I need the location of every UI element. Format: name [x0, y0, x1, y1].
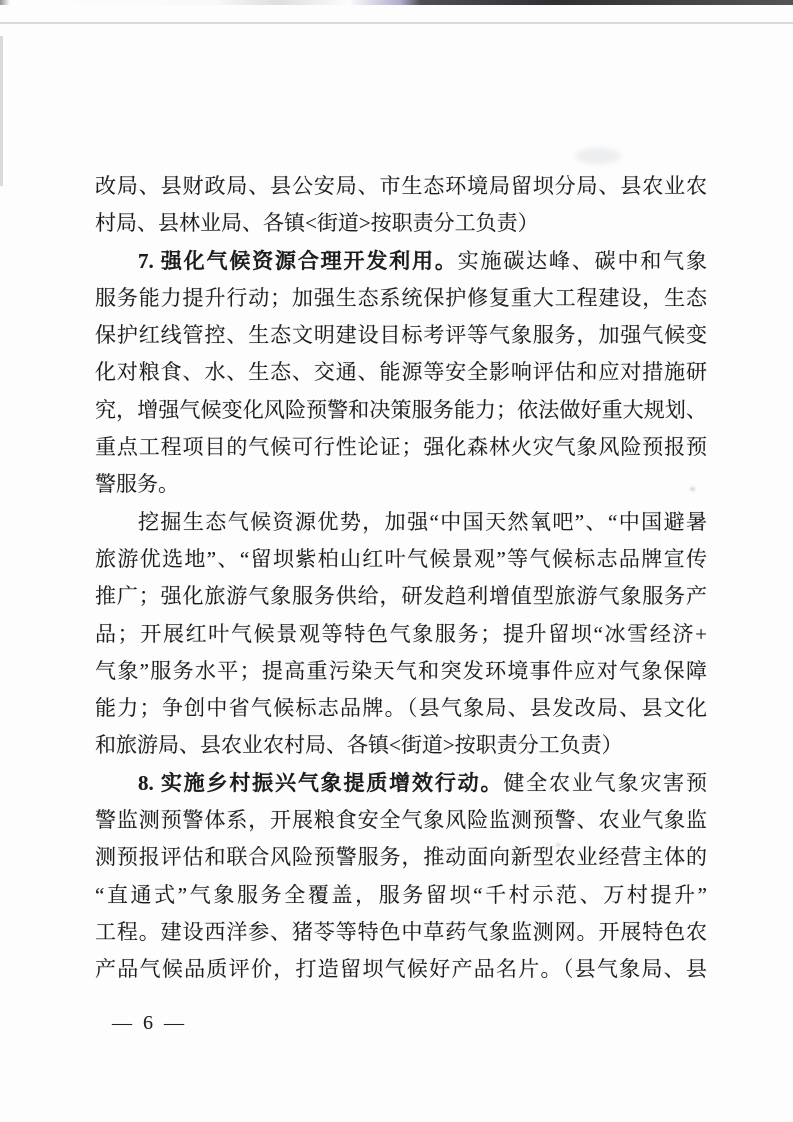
body-text: 旅游优选地”、“留坝紫柏山红叶气候景观”等气候标志品牌宣传 [95, 546, 707, 571]
body-text: 服务能力提升行动；加强生态系统保护修复重大工程建设，生态 [95, 285, 707, 310]
body-text: 和旅游局、县农业农村局、各镇<街道>按职责分工负责） [95, 733, 623, 758]
text-line [95, 205, 707, 242]
body-text: 重点工程项目的气候可行性论证；强化森林火灾气象风险预报预 [95, 435, 707, 460]
body-text: 测预报评估和联合风险预警服务，推动面向新型农业经营主体的 [95, 845, 707, 870]
text-line [95, 392, 707, 429]
text-line [95, 839, 707, 876]
body-text: 保护红线管控、生态文明建设目标考评等气象服务，加强气候变 [95, 323, 707, 348]
body-text: 能力；争创中省气候标志品牌。（县气象局、县发改局、县文化 [95, 696, 707, 721]
text-line [95, 951, 707, 988]
text-line [95, 727, 707, 764]
page-number: — 6 — [112, 1012, 187, 1034]
body-text: 化对粮食、水、生态、交通、能源等安全影响评估和应对措施研 [95, 360, 707, 385]
text-line [95, 317, 707, 354]
body-text: 品；开展红叶气候景观等特色气象服务；提升留坝“冰雪经济+ [95, 621, 707, 646]
body-text: 挖掘生态气候资源优势，加强“中国天然氧吧”、“中国避暑 [138, 509, 707, 534]
text-block [95, 168, 707, 989]
body-text: 工程。建设西洋参、猪苓等特色中草药气象监测网。开展特色农 [95, 919, 707, 944]
body-text: 实施碳达峰、碳中和气象 [457, 248, 708, 273]
body-text: 警监测预警体系，开展粮食安全气象风险监测预警、农业气象监 [95, 808, 707, 833]
text-line [95, 578, 707, 615]
text-line [95, 280, 707, 317]
body-text: “直通式”气象服务全覆盖，服务留坝“千村示范、万村提升” [95, 882, 707, 907]
scan-artifact-left-edge [0, 36, 3, 186]
text-line [95, 504, 707, 541]
text-line [95, 354, 707, 391]
text-line [95, 616, 707, 653]
text-line [95, 653, 707, 690]
body-text: 气象”服务水平；提高重污染天气和突发环境事件应对气象保障 [95, 658, 707, 683]
scan-artifact-top-edge [0, 0, 793, 5]
scan-artifact-speck [575, 148, 621, 164]
text-line [95, 541, 707, 578]
scan-artifact-fold-line [0, 22, 793, 24]
text-line [95, 765, 707, 802]
body-text: 改局、县财政局、县公安局、市生态环境局留坝分局、县农业农 [95, 174, 707, 198]
text-line [95, 914, 707, 951]
text-line [95, 466, 707, 503]
body-text: 推广；强化旅游气象服务供给，研发趋利增值型旅游气象服务产 [95, 584, 707, 609]
body-text: 健全农业气象灾害预 [503, 770, 708, 795]
text-line [95, 690, 707, 727]
body-text: 产品气候品质评价，打造留坝气候好产品名片。（县气象局、县 [95, 957, 707, 982]
body-text: 村局、县林业局、各镇<街道>按职责分工负责） [95, 211, 539, 236]
text-line [95, 243, 707, 280]
text-line [95, 802, 707, 839]
text-line [95, 168, 707, 205]
body-text: 究，增强气候变化风险预警和决策服务能力；依法做好重大规划、 [95, 397, 707, 422]
text-line [95, 877, 707, 914]
section-heading-text: 7. 强化气候资源合理开发利用。 [138, 248, 458, 273]
section-heading-text: 8. 实施乡村振兴气象提质增效行动。 [138, 770, 504, 795]
text-line [95, 429, 707, 466]
body-text: 警服务。 [95, 472, 179, 497]
